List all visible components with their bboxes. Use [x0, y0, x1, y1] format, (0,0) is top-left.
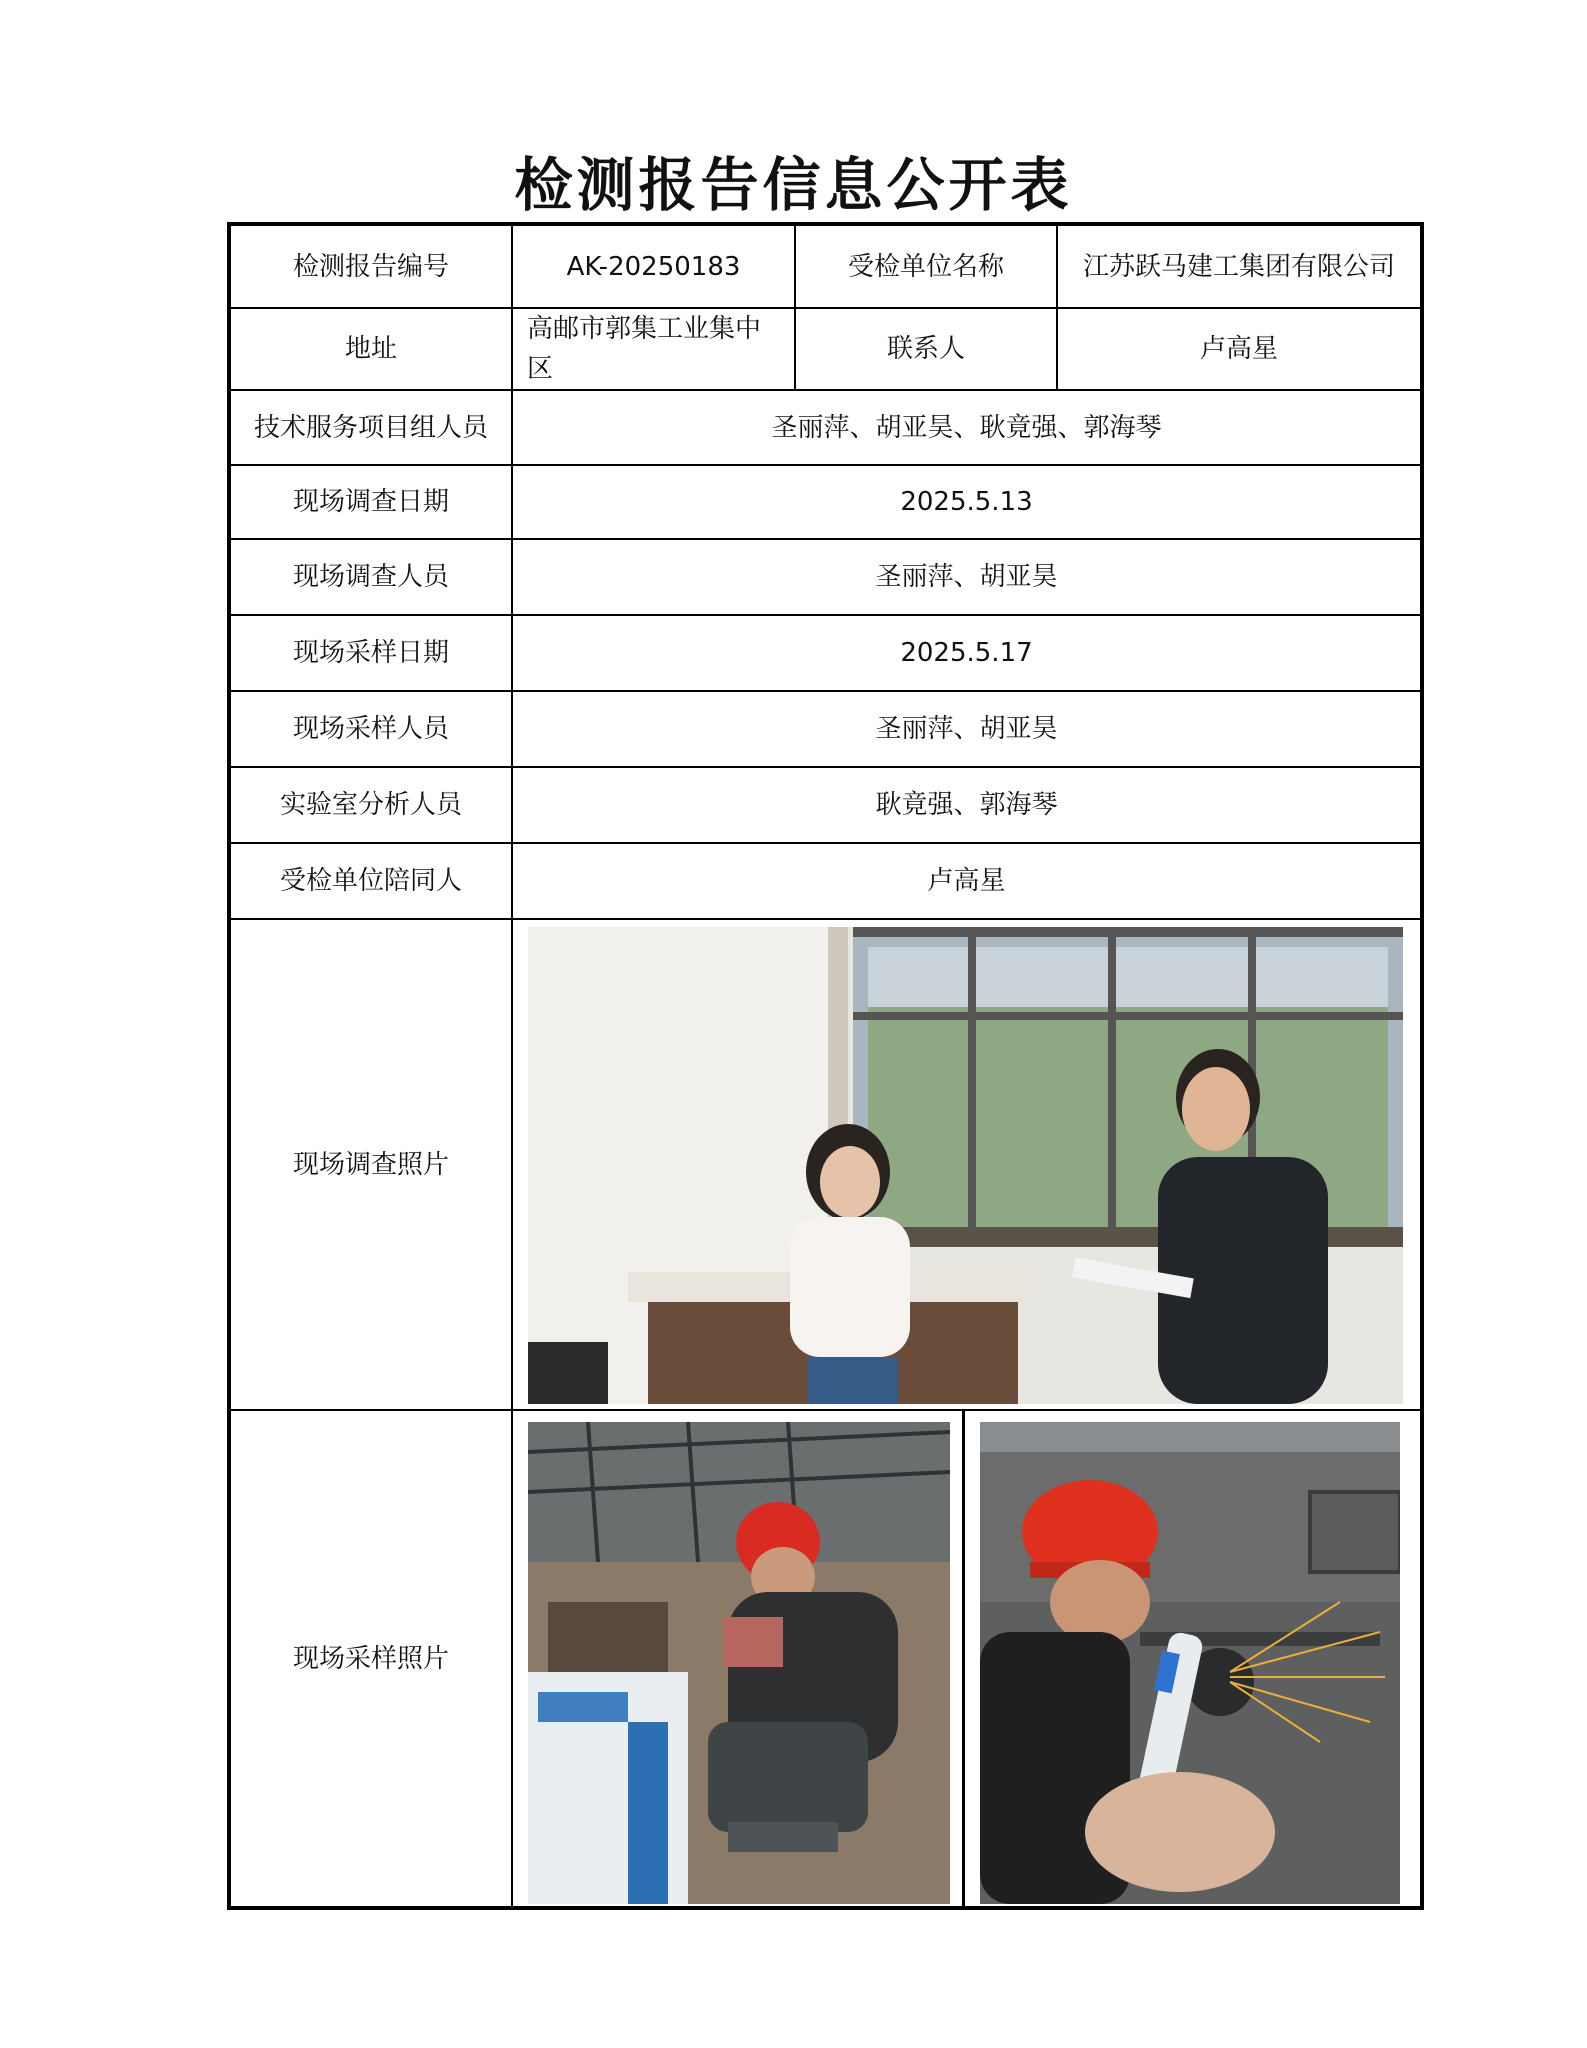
table-row — [229, 767, 1422, 843]
address-value: 高邮市郭集工业集中区 — [512, 308, 795, 390]
sampling-photo-label: 现场采样照片 — [229, 1410, 512, 1908]
survey-date-value: 2025.5.13 — [512, 465, 1422, 539]
lab-staff-label: 实验室分析人员 — [229, 767, 512, 843]
report-no-value: AK-20250183 — [512, 224, 795, 308]
survey-date-label: 现场调查日期 — [229, 465, 512, 539]
lab-staff-value: 耿竟强、郭海琴 — [512, 767, 1422, 843]
escort-label: 受检单位陪同人 — [229, 843, 512, 919]
contact-label: 联系人 — [795, 308, 1057, 390]
survey-photo-cell — [512, 919, 1422, 1410]
report-no-label: 检测报告编号 — [229, 224, 512, 308]
table-row — [229, 539, 1422, 615]
table-row — [229, 390, 1422, 465]
sampling-staff-label: 现场采样人员 — [229, 691, 512, 767]
survey-staff-value: 圣丽萍、胡亚昊 — [512, 539, 1422, 615]
table-row — [229, 919, 1422, 1410]
escort-value: 卢高星 — [512, 843, 1422, 919]
table-row — [229, 1410, 1422, 1908]
address-label: 地址 — [229, 308, 512, 390]
unit-name-label: 受检单位名称 — [795, 224, 1057, 308]
survey-staff-label: 现场调查人员 — [229, 539, 512, 615]
team-label: 技术服务项目组人员 — [229, 390, 512, 465]
table-row — [229, 465, 1422, 539]
sampling-photo-2 — [980, 1422, 1400, 1904]
page-title: 检测报告信息公开表 — [514, 151, 1073, 219]
team-value: 圣丽萍、胡亚昊、耿竟强、郭海琴 — [512, 390, 1422, 465]
table-row — [229, 308, 1422, 390]
table-row — [229, 843, 1422, 919]
photo-divider — [962, 1411, 965, 1906]
sampling-date-label: 现场采样日期 — [229, 615, 512, 691]
survey-photo-label: 现场调查照片 — [229, 919, 512, 1410]
sampling-date-value: 2025.5.17 — [512, 615, 1422, 691]
info-table — [227, 222, 1424, 1910]
sampling-staff-value: 圣丽萍、胡亚昊 — [512, 691, 1422, 767]
survey-photo — [528, 927, 1403, 1404]
unit-name-value: 江苏跃马建工集团有限公司 — [1057, 224, 1422, 308]
table-row — [229, 615, 1422, 691]
sampling-photo-1 — [528, 1422, 950, 1904]
table-row — [229, 224, 1422, 308]
sampling-photo-cell — [512, 1410, 1422, 1908]
contact-value: 卢高星 — [1057, 308, 1422, 390]
table-row — [229, 691, 1422, 767]
